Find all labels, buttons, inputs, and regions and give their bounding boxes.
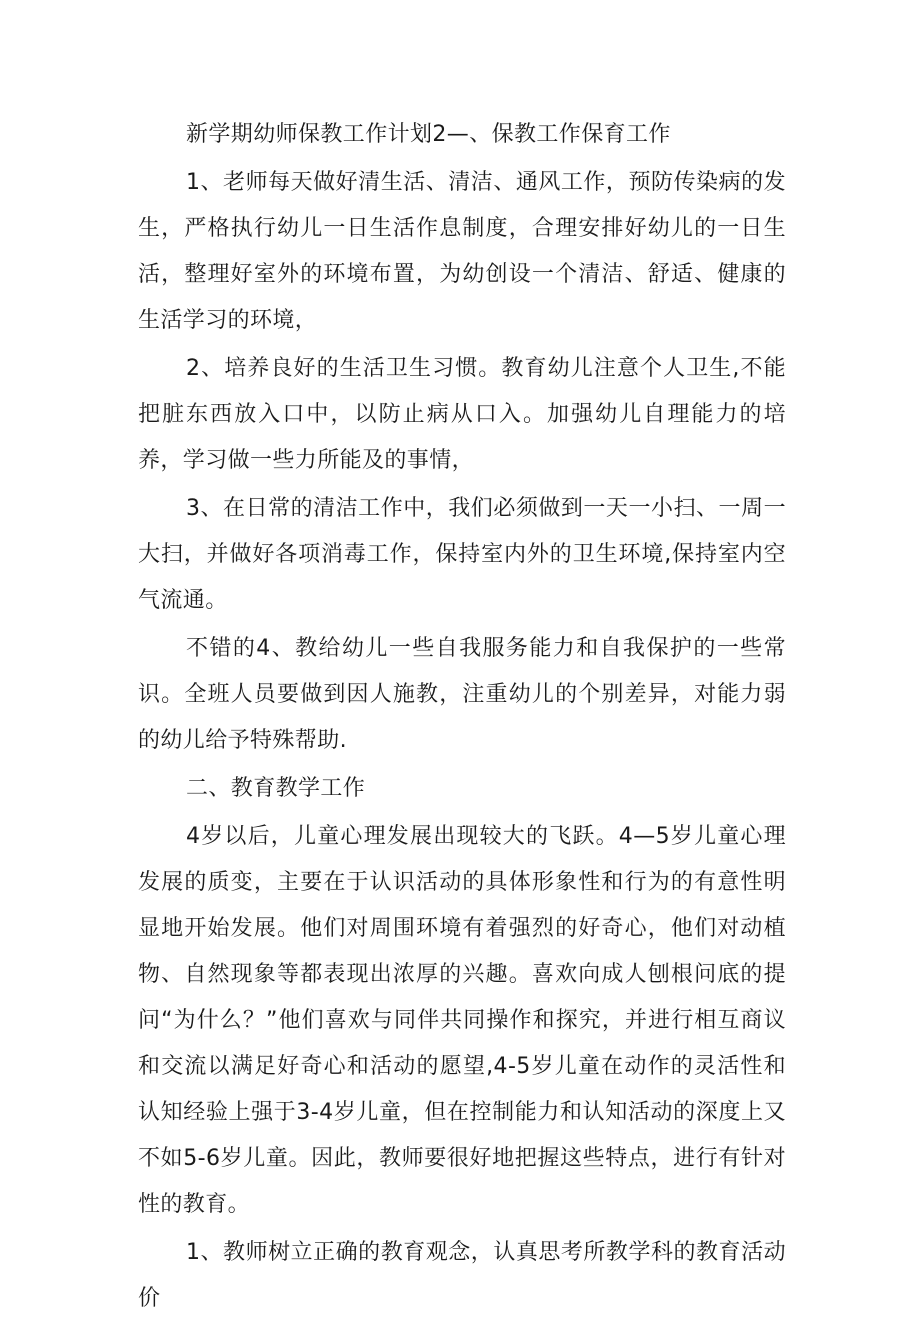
paragraph-teaching-concept: 1、教师树立正确的教育观念，认真思考所教学科的教育活动价 <box>138 1240 786 1311</box>
paragraph-child-development: 4岁以后，儿童心理发展出现较大的飞跃。4—5岁儿童心理发展的质变，主要在于认识活动的具体形象性和行为的有意性明显地开始发展。他们对周围环境有着强烈的好奇心，他们对动植物、自然现象等都表现出浓厚的兴趣。喜欢向成人刨根问底的提问“为什么？”他们喜欢与同伴共同操作和探究，并进行相互商议和交流以满足好奇心和活动的愿望,4-5岁儿童在动作的灵活性和认知经验上强于3-4岁儿童，但在控制能力和认知活动的深度上又不如5-6岁儿童。因此，教师要很好地把握这些特点，进行有针对性的教育。 <box>138 824 786 1217</box>
paragraph-self-care: 不错的4、教给幼儿一些自我服务能力和自我保护的一些常识。全班人员要做到因人施教，注重幼儿的个别差异，对能力弱的幼儿给予特殊帮助. <box>138 636 786 753</box>
paragraph-cleaning: 3、在日常的清洁工作中，我们必须做到一天一小扫、一周一大扫，并做好各项消毒工作，保持室内外的卫生环境,保持室内空气流通。 <box>138 496 786 613</box>
paragraph-hygiene-habits: 2、培养良好的生活卫生习惯。教育幼儿注意个人卫生,不能把脏东西放入口中，以防止病从口入。加强幼儿自理能力的培养，学习做一些力所能及的事情， <box>138 356 786 473</box>
section-heading-education: 二、教育教学工作 <box>186 776 366 801</box>
document-page <box>138 112 786 1322</box>
paragraph-hygiene-routine: 1、老师每天做好清生活、清洁、通风工作，预防传染病的发生，严格执行幼儿一日生活作息制度，合理安排好幼儿的一日生活，整理好室外的环境布置，为幼创设一个清洁、舒适、健康的生活学习的环境， <box>138 170 786 333</box>
document-title: 新学期幼师保教工作计划2—、保教工作保育工作 <box>186 122 671 147</box>
